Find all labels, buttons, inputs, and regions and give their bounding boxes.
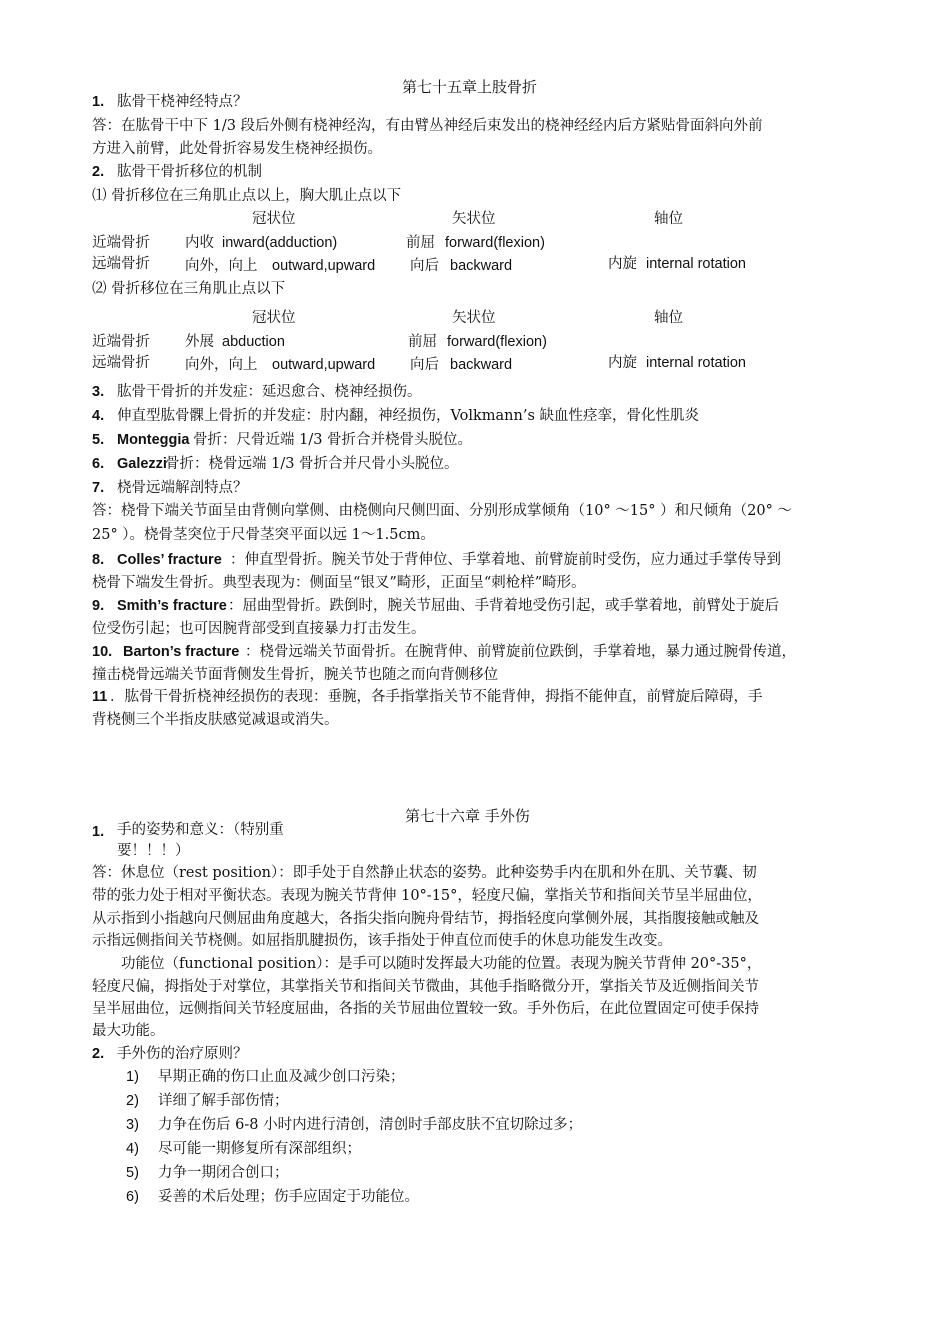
- case2-row1-name: 近端骨折: [92, 334, 150, 350]
- a1-line2: 方进入前臂，此处骨折容易发生桡神经损伤。: [92, 141, 382, 157]
- q10-line2: 撞击桡骨远端关节面背侧发生骨折，腕关节也随之而向背侧移位: [92, 667, 498, 683]
- q9-line2: 位受伤引起；也可因腕背部受到直接暴力打击发生。: [92, 621, 426, 637]
- a1-line1: 答：在肱骨干中下 1/3 段后外侧有桡神经沟，有由臂丛神经后束发出的桡神经经内后方紧贴骨面斜向外前: [92, 118, 763, 134]
- case1-row1-name: 近端骨折: [92, 235, 150, 251]
- ch76-a1-line4: 示指远侧指间关节桡侧。如屈指肌腱损伤，该手指处于伸直位而使手的休息功能发生改变。: [92, 933, 672, 949]
- case1-row1-coronal-en: inward(adduction): [222, 235, 338, 251]
- q6-term: Galezzi: [117, 456, 167, 472]
- ch76-a1-line8: 最大功能。: [92, 1023, 165, 1039]
- ch76-a1-line6: 轻度尺偏，拇指处于对掌位，其掌指关节和指间关节微曲，其他手指略微分开，掌指关节及近侧指间关节: [92, 979, 759, 995]
- principle-4-number: 4): [126, 1141, 139, 1157]
- case2-label: ⑵ 骨折移位在三角肌止点以下: [92, 281, 286, 297]
- a7-line2: 25° ）。桡骨茎突位于尺骨茎突平面以远 1～1.5cm。: [92, 527, 435, 543]
- q5-number: 5.: [92, 432, 105, 448]
- q7-text: 桡骨远端解剖特点？: [117, 480, 248, 496]
- q9-line1: ：屈曲型骨折。跌倒时，腕关节屈曲、手背着地受伤引起，或手掌着地，前臂处于旋后: [228, 598, 779, 614]
- case1-header-coronal: 冠状位: [252, 211, 296, 227]
- principle-5-number: 5): [126, 1165, 139, 1181]
- ch76-q1-number: 1.: [92, 824, 105, 840]
- case1-label: ⑴ 骨折移位在三角肌止点以上，胸大肌止点以下: [92, 188, 402, 204]
- q1-number: 1.: [92, 94, 105, 110]
- ch76-q1-line2: 要！！！）: [117, 843, 190, 859]
- case2-row1-coronal-cn: 外展: [185, 334, 214, 350]
- q11-line2: 背桡侧三个半指皮肤感觉减退或消失。: [92, 712, 339, 728]
- q6-text: 骨折：桡骨远端 1/3 骨折合并尺骨小头脱位。: [165, 456, 459, 472]
- q2-number: 2.: [92, 164, 105, 180]
- case2-header-coronal: 冠状位: [252, 310, 296, 326]
- q6-number: 6.: [92, 456, 105, 472]
- principle-6-text: 妥善的术后处理；伤手应固定于功能位。: [158, 1189, 419, 1205]
- principle-5-text: 力争一期闭合创口；: [158, 1165, 289, 1181]
- q2-text: 肱骨干骨折移位的机制: [117, 164, 262, 180]
- principle-6-number: 6): [126, 1189, 139, 1205]
- case1-row2-axial-cn: 内旋: [608, 256, 637, 272]
- case1-row1-sagittal-cn: 前屈: [406, 235, 435, 251]
- a7-line1: 答：桡骨下端关节面呈由背侧向掌侧、由桡侧向尺侧凹面、分别形成掌倾角（10° ～15° ）和尺倾角（20° ～: [92, 503, 792, 519]
- q5-text: 骨折：尺骨近端 1/3 骨折合并桡骨头脱位。: [193, 432, 473, 448]
- case1-row2-name: 远端骨折: [92, 256, 150, 272]
- case1-row2-sagittal-en: backward: [450, 258, 513, 274]
- principle-3-number: 3): [126, 1117, 139, 1133]
- case1-row1-sagittal-en: forward(flexion): [445, 235, 545, 251]
- q11-line1: ．肱骨干骨折桡神经损伤的表现：垂腕，各手指掌指关节不能背伸，拇指不能伸直，前臂旋后障碍，手: [110, 689, 763, 705]
- case2-row2-name: 远端骨折: [92, 355, 150, 371]
- case1-row1-coronal-cn: 内收: [185, 235, 214, 251]
- case2-row2-coronal-en: outward,upward: [272, 357, 376, 373]
- ch76-q2-number: 2.: [92, 1046, 105, 1062]
- q4-text: 伸直型肱骨髁上骨折的并发症：肘内翻，神经损伤，Volkmann’s 缺血性痉挛，骨化性肌炎: [117, 408, 700, 424]
- ch76-a1-line3: 从示指到小指越向尺侧屈曲角度越大，各指尖指向腕舟骨结节，拇指轻度向掌侧外展，其指腹接触或触及: [92, 911, 759, 927]
- q7-number: 7.: [92, 480, 105, 496]
- q10-number: 10.: [92, 644, 113, 660]
- case2-row1-sagittal-cn: 前屈: [408, 334, 437, 350]
- case1-header-axial: 轴位: [654, 211, 683, 227]
- q10-term: Barton’s fracture: [123, 644, 240, 660]
- principle-1-text: 早期正确的伤口止血及减少创口污染；: [158, 1069, 405, 1085]
- ch76-a1-line5: 功能位（functional position）：是手可以随时发挥最大功能的位置。表现为腕关节背伸 20°-35°，: [92, 956, 762, 972]
- q1-text: 肱骨干桡神经特点？: [117, 94, 248, 110]
- q10-line1: ：桡骨远端关节面骨折。在腕背伸、前臂旋前位跌倒，手掌着地，暴力通过腕骨传道，: [245, 644, 796, 660]
- principle-2-text: 详细了解手部伤情；: [158, 1093, 289, 1109]
- case1-header-sagittal: 矢状位: [452, 211, 496, 227]
- case2-row2-sagittal-cn: 向后: [410, 357, 439, 373]
- q8-line2: 桡骨下端发生骨折。典型表现为：侧面呈“银叉”畸形，正面呈“刺枪样”畸形。: [92, 575, 586, 591]
- ch76-a1-line2: 带的张力处于相对平衡状态。表现为腕关节背伸 10°-15°，轻度尺偏，掌指关节和指间关节呈半屈曲位，: [92, 888, 762, 904]
- q3-text: 肱骨干骨折的并发症：延迟愈合、桡神经损伤。: [117, 384, 422, 400]
- q8-line1: ：伸直型骨折。腕关节处于背伸位、手掌着地、前臂旋前时受伤，应力通过手掌传导到: [230, 552, 781, 568]
- ch76-q1-line1: 手的姿势和意义：（特别重: [117, 822, 284, 838]
- case2-row2-axial-en: internal rotation: [646, 355, 746, 371]
- q3-number: 3.: [92, 384, 105, 400]
- ch76-a1-line7: 呈半屈曲位，远侧指间关节轻度屈曲，各指的关节屈曲位置较一致。手外伤后，在此位置固定可使手保持: [92, 1001, 759, 1017]
- principle-3-text: 力争在伤后 6-8 小时内进行清创，清创时手部皮肤不宜切除过多；: [158, 1117, 583, 1133]
- chapter-76-title: 第七十六章 手外伤: [405, 807, 530, 825]
- q11-number: 11: [92, 689, 108, 705]
- q8-term: Colles’ fracture: [117, 552, 222, 568]
- case2-header-axial: 轴位: [654, 310, 683, 326]
- case2-row1-coronal-en: abduction: [222, 334, 285, 350]
- case2-row2-sagittal-en: backward: [450, 357, 513, 373]
- ch76-a1-line1: 答：休息位（rest position）：即手处于自然静止状态的姿势。此种姿势手内在肌和外在肌、关节囊、韧: [92, 865, 757, 881]
- case2-row2-coronal-cn: 向外，向上: [185, 357, 258, 373]
- ch76-q2-text: 手外伤的治疗原则？: [117, 1046, 248, 1062]
- case2-header-sagittal: 矢状位: [452, 310, 496, 326]
- principle-1-number: 1): [126, 1069, 139, 1085]
- case1-row2-coronal-en: outward,upward: [272, 258, 376, 274]
- case1-row2-coronal-cn: 向外，向上: [185, 258, 258, 274]
- case1-row2-axial-en: internal rotation: [646, 256, 746, 272]
- q5-term: Monteggia: [117, 432, 190, 448]
- q9-term: Smith’s fracture: [117, 598, 227, 614]
- chapter-75-title: 第七十五章上肢骨折: [402, 78, 538, 96]
- case1-row2-sagittal-cn: 向后: [410, 258, 439, 274]
- case2-row1-sagittal-en: forward(flexion): [447, 334, 547, 350]
- q8-number: 8.: [92, 552, 105, 568]
- principle-2-number: 2): [126, 1093, 139, 1109]
- case2-row2-axial-cn: 内旋: [608, 355, 637, 371]
- q4-number: 4.: [92, 408, 105, 424]
- q9-number: 9.: [92, 598, 105, 614]
- principle-4-text: 尽可能一期修复所有深部组织；: [158, 1141, 361, 1157]
